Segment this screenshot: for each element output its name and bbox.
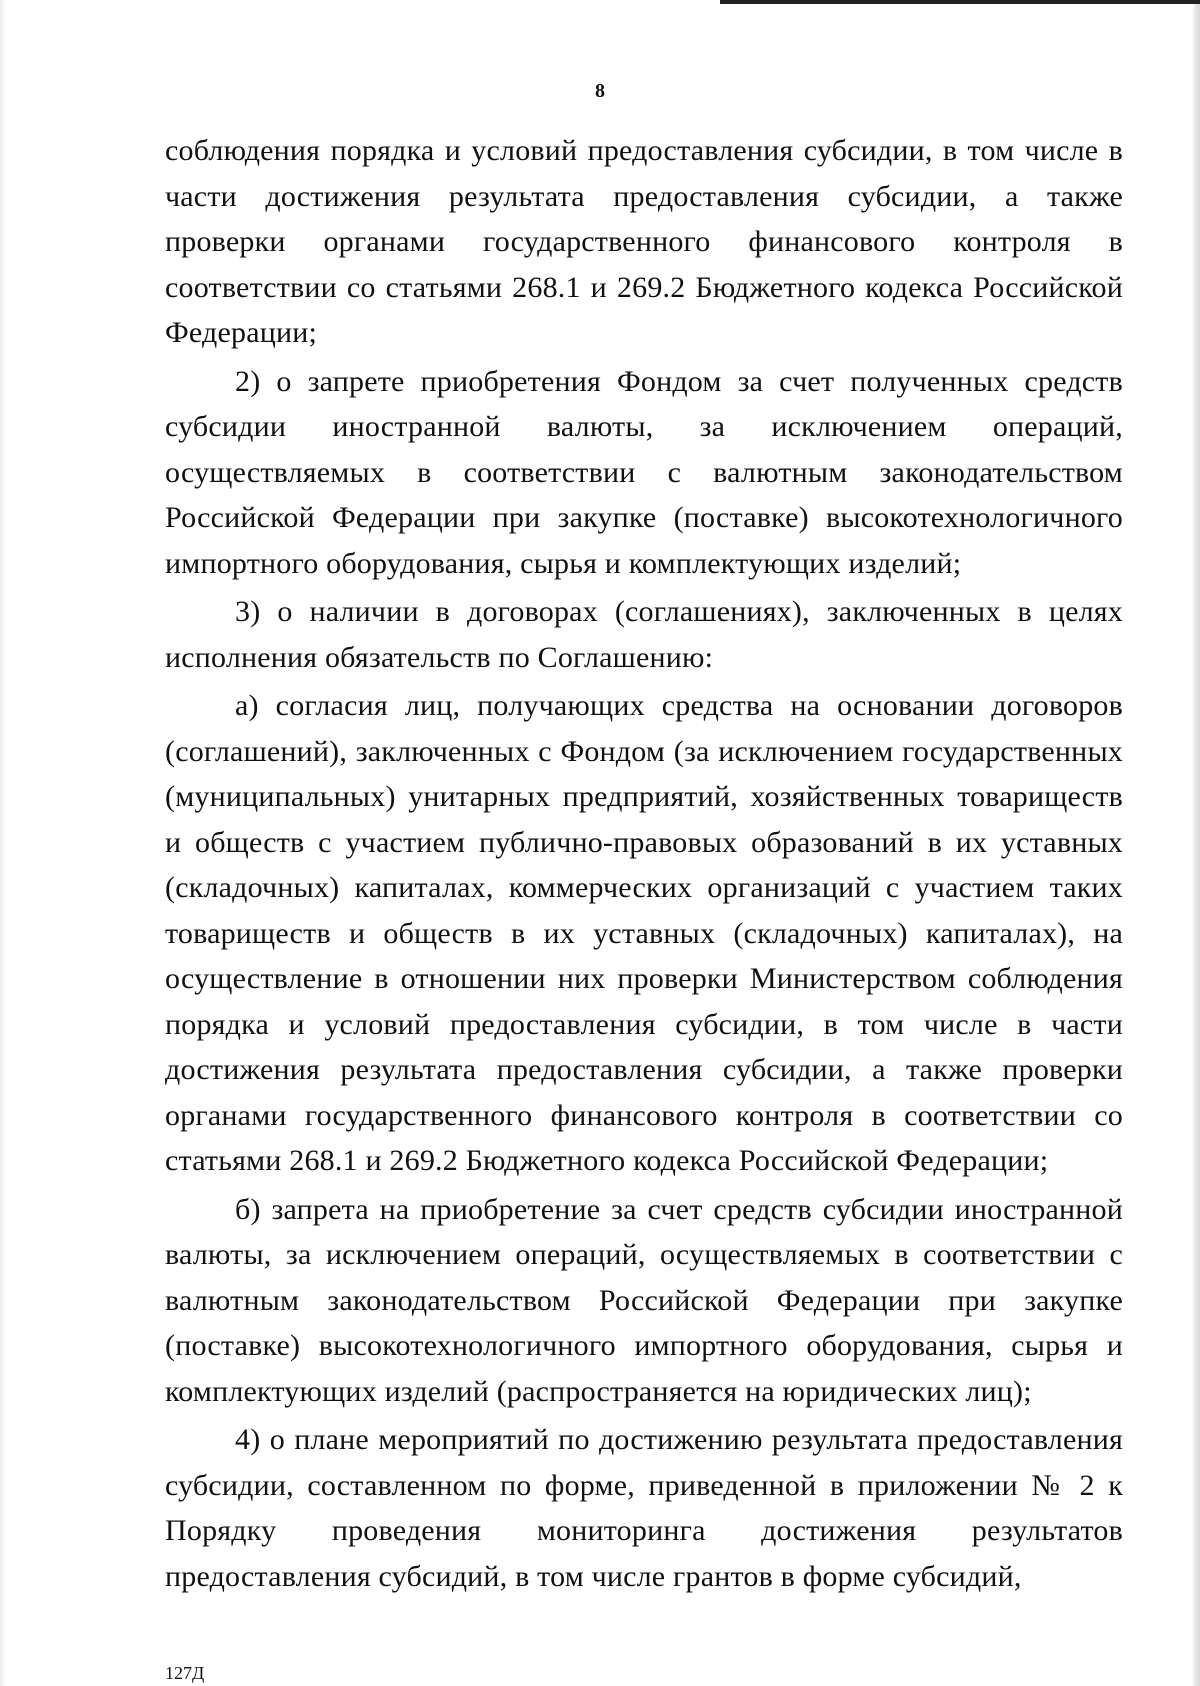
paragraph-6: 4) о плане мероприятий по достижению результата предоставления субсидии, составленном по форме, приведенной в приложении № 2 к Порядку проведения мониторинга достижения результатов предоставления субсидий, в том числе грантов в форме субсидий, [165, 1423, 1123, 1593]
paragraph-4: а) согласия лиц, получающих средства на основании договоров (соглашений), заключенных с Фондом (за исключением государственных (муниципальных) унитарных предприятий, хозяйственных товариществ и обществ с участием публично-правовых образований в их уставных (складочных) капиталах, коммерческих организаций с участием таких товариществ и обществ в их уставных (складочных) капиталах), на осуществление в отношении них проверки Министерством соблюдения порядка и условий предоставления субсидии, в том числе в части достижения результата предоставления субсидии, а также проверки органами государственного финансового контроля в соответствии со статьями 268.1 и 269.2 Бюджетного кодекса Российской Федерации; [165, 689, 1123, 1177]
page-number: 8 [595, 80, 605, 102]
scan-edge-left [0, 0, 6, 1686]
paragraph-2: 2) о запрете приобретения Фондом за счет полученных средств субсидии иностранной валюты, за исключением операций, осуществляемых в соответствии с валютным законодательством Российской Федерации при закупке (поставке) высокотехнологичного импортного оборудования, сырья и комплектующих изделий; [165, 364, 1123, 580]
paragraph-5: б) запрета на приобретение за счет средств субсидии иностранной валюты, за исключением операций, осуществляемых в соответствии с валютным законодательством Российской Федерации при закупке (поставке) высокотехнологичного импортного оборудования, сырья и комплектующих изделий (распространяется на юридических лиц); [165, 1192, 1123, 1408]
document-body [165, 128, 1123, 1599]
footer-code: 127Д [165, 1663, 205, 1683]
scan-edge-right [1192, 0, 1200, 1686]
paragraph-1: соблюдения порядка и условий предоставления субсидии, в том числе в части достижения результата предоставления субсидии, а также проверки органами государственного финансового контроля в соответствии со статьями 268.1 и 269.2 Бюджетного кодекса Российской Федерации; [165, 134, 1123, 349]
paragraph-3: 3) о наличии в договорах (соглашениях), заключенных в целях исполнения обязательств по Соглашению: [165, 595, 1123, 674]
top-rule [720, 0, 1200, 4]
